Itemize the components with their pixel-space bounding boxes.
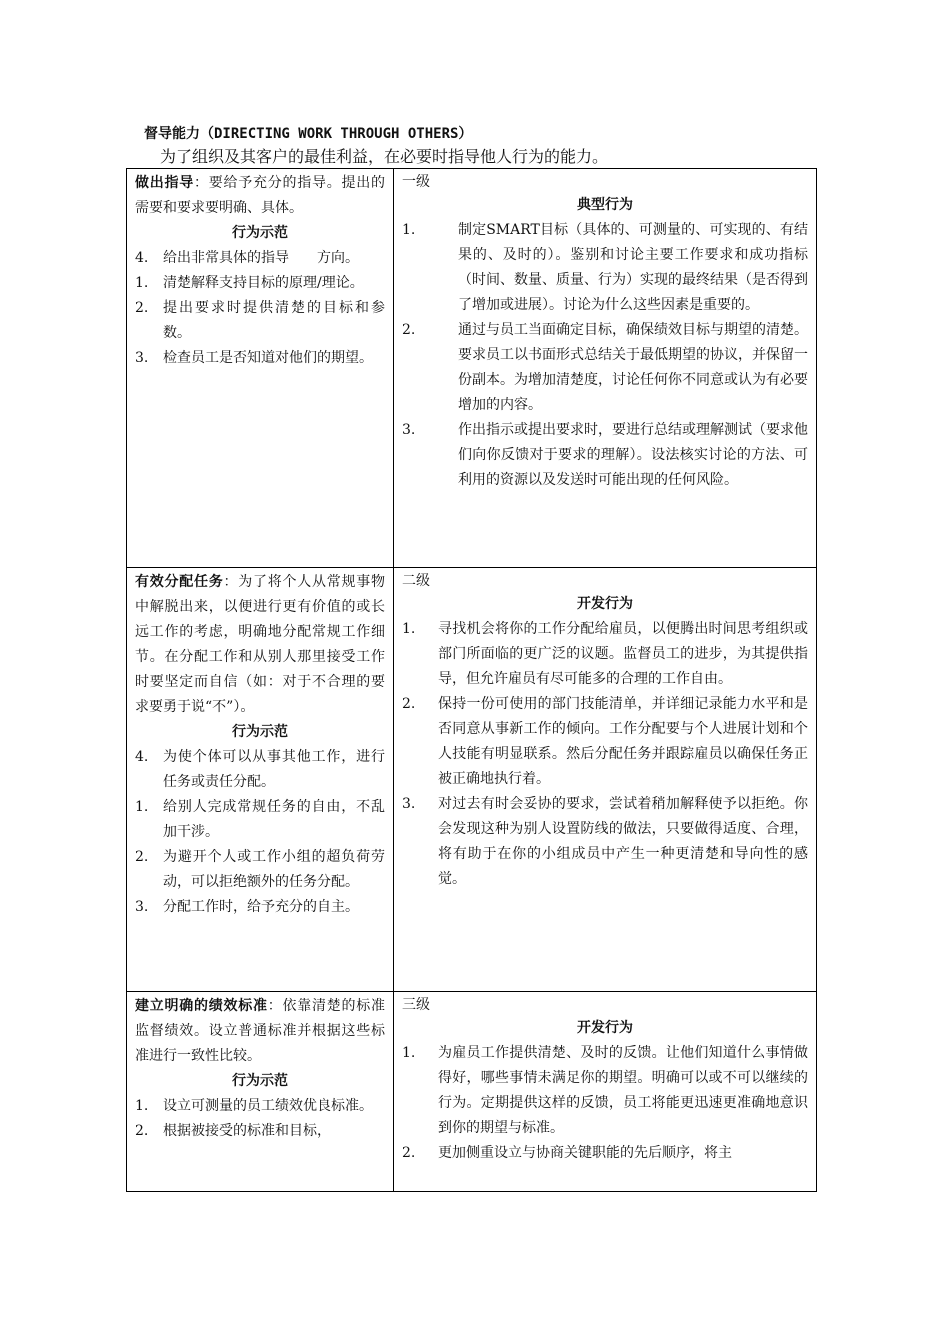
item-text: 为雇员工作提供清楚、及时的反馈。让他们知道什么事情做得好，哪些事情未满足你的期望。明确可以或不可以继续的行为。定期提供这样的反馈，员工将能更迅速更准确地意识到你的期望与标准。 [438, 1045, 808, 1136]
item-text: 作出指示或提出要求时，要进行总结或理解测试（要求他们向你反馈对于要求的理解）。设法核实讨论的方法、可利用的资源以及发送时可能出现的任何风险。 [458, 422, 808, 488]
cell-desc-text: ：依靠清楚的标准监督绩效。设立普通标准并根据这些标准进行一致性比较。 [135, 998, 385, 1064]
level-label: 二级 [402, 573, 430, 589]
table-row [127, 169, 817, 568]
level-label: 三级 [402, 997, 430, 1013]
item-text: 制定SMART目标（具体的、可测量的、可实现的、有结果的、及时的）。鉴别和讨论主要工作要求和成功指标（时间、数量、质量、行为）实现的最终结果（是否得到了增加或进展）。讨论为什么这些因素是重要的。 [458, 222, 808, 313]
level-label: 一级 [402, 174, 430, 190]
competency-intro: 为了组织及其客户的最佳利益，在必要时指导他人行为的能力。 [160, 147, 609, 166]
list-item [135, 895, 385, 920]
item-number: 2. [135, 1123, 149, 1139]
item-number: 3. [402, 422, 416, 438]
list-item [402, 1041, 808, 1141]
item-number: 2. [135, 849, 149, 865]
list-item [402, 692, 808, 792]
cell-desc-text: ：为了将个人从常规事物中解脱出来，以便进行更有价值的或长远工作的考虑，明确地分配常规工作细节。在分配工作和从别人那里接受工作时要坚定而自信（如：对于不合理的要求要勇于说“不”）。 [135, 574, 385, 715]
competency-table [126, 168, 817, 1192]
item-text: 对过去有时会妥协的要求，尝试着稍加解释使予以拒绝。你会发现这种为别人设置防线的做法，只要做得适度、合理，将有助于在你的小组成员中产生一种更清楚和导向性的感觉。 [438, 796, 808, 887]
list-item [402, 617, 808, 692]
item-text: 检查员工是否知道对他们的期望。 [163, 350, 373, 366]
document [126, 122, 816, 1192]
cell-heading: 做出指导 [135, 175, 194, 191]
item-text: 为避开个人或工作小组的超负荷劳动，可以拒绝额外的任务分配。 [163, 849, 385, 890]
item-number: 1. [402, 621, 416, 637]
item-number: 1. [135, 799, 149, 815]
list-item [402, 418, 808, 493]
list-item [135, 745, 385, 795]
item-text: 提出要求时提供清楚的目标和参数。 [163, 300, 385, 341]
cell-heading: 有效分配任务 [135, 574, 224, 590]
section-title: 开发行为 [577, 596, 633, 612]
right-cell [394, 169, 817, 568]
list-item [135, 346, 385, 371]
list-item [402, 1141, 808, 1166]
left-cell [127, 992, 394, 1192]
list-item [135, 246, 385, 271]
list-item [135, 1094, 385, 1119]
list-item [402, 318, 808, 418]
item-text: 给别人完成常规任务的自由，不乱加干涉。 [163, 799, 385, 840]
item-text: 给出非常具体的指导 方向。 [163, 250, 359, 266]
item-text: 通过与员工当面确定目标，确保绩效目标与期望的清楚。要求员工以书面形式总结关于最低期望的协议，并保留一份副本。为增加清楚度，讨论任何你不同意或认为有必要增加的内容。 [458, 322, 808, 413]
item-text: 为使个体可以从事其他工作，进行任务或责任分配。 [163, 749, 385, 790]
table-row [127, 992, 817, 1192]
list-item [402, 218, 808, 318]
section-title: 行为示范 [232, 724, 288, 740]
cell-description [135, 994, 385, 1069]
left-cell [127, 169, 394, 568]
right-cell [394, 992, 817, 1192]
list-item [135, 795, 385, 845]
item-number: 1. [135, 275, 149, 291]
cell-description [135, 171, 385, 221]
list-item [135, 845, 385, 895]
item-number: 2. [402, 322, 416, 338]
list-item [135, 271, 385, 296]
section-title: 行为示范 [232, 1073, 288, 1089]
item-number: 2. [402, 696, 416, 712]
item-number: 1. [402, 222, 416, 238]
item-number: 2. [402, 1145, 416, 1161]
table-row [127, 568, 817, 992]
section-title: 典型行为 [577, 197, 633, 213]
right-cell [394, 568, 817, 992]
section-title: 开发行为 [577, 1020, 633, 1036]
item-number: 3. [135, 350, 149, 366]
item-number: 3. [135, 899, 149, 915]
item-text: 保持一份可使用的部门技能清单，并详细记录能力水平和是否同意从事新工作的倾向。工作分配要与个人进展计划和个人技能有明显联系。然后分配任务并跟踪雇员以确保任务正被正确地执行着。 [438, 696, 808, 787]
section-title: 行为示范 [232, 225, 288, 241]
cell-heading: 建立明确的绩效标准 [135, 998, 268, 1014]
list-item [135, 296, 385, 346]
item-number: 4. [135, 749, 149, 765]
cell-description [135, 570, 385, 720]
item-text: 寻找机会将你的工作分配给雇员，以便腾出时间思考组织或部门所面临的更广泛的议题。监督员工的进步，为其提供指导，但允许雇员有尽可能多的合理的工作自由。 [438, 621, 808, 687]
item-text: 设立可测量的员工绩效优良标准。 [163, 1098, 373, 1114]
item-number: 1. [402, 1045, 416, 1061]
left-cell [127, 568, 394, 992]
list-item [402, 792, 808, 892]
list-item [135, 1119, 385, 1144]
item-text: 更加侧重设立与协商关键职能的先后顺序，将主 [438, 1145, 732, 1161]
cell-desc-text: ：要给予充分的指导。提出的需要和要求要明确、具体。 [135, 175, 385, 216]
item-number: 3. [402, 796, 416, 812]
item-text: 根据被接受的标准和目标， [163, 1123, 331, 1139]
item-number: 4. [135, 250, 149, 266]
competency-title: 督导能力（DIRECTING WORK THROUGH OTHERS） [144, 126, 473, 142]
item-number: 1. [135, 1098, 149, 1114]
item-text: 分配工作时，给予充分的自主。 [163, 899, 359, 915]
item-text: 清楚解释支持目标的原理/理论。 [163, 275, 364, 291]
item-number: 2. [135, 300, 149, 316]
